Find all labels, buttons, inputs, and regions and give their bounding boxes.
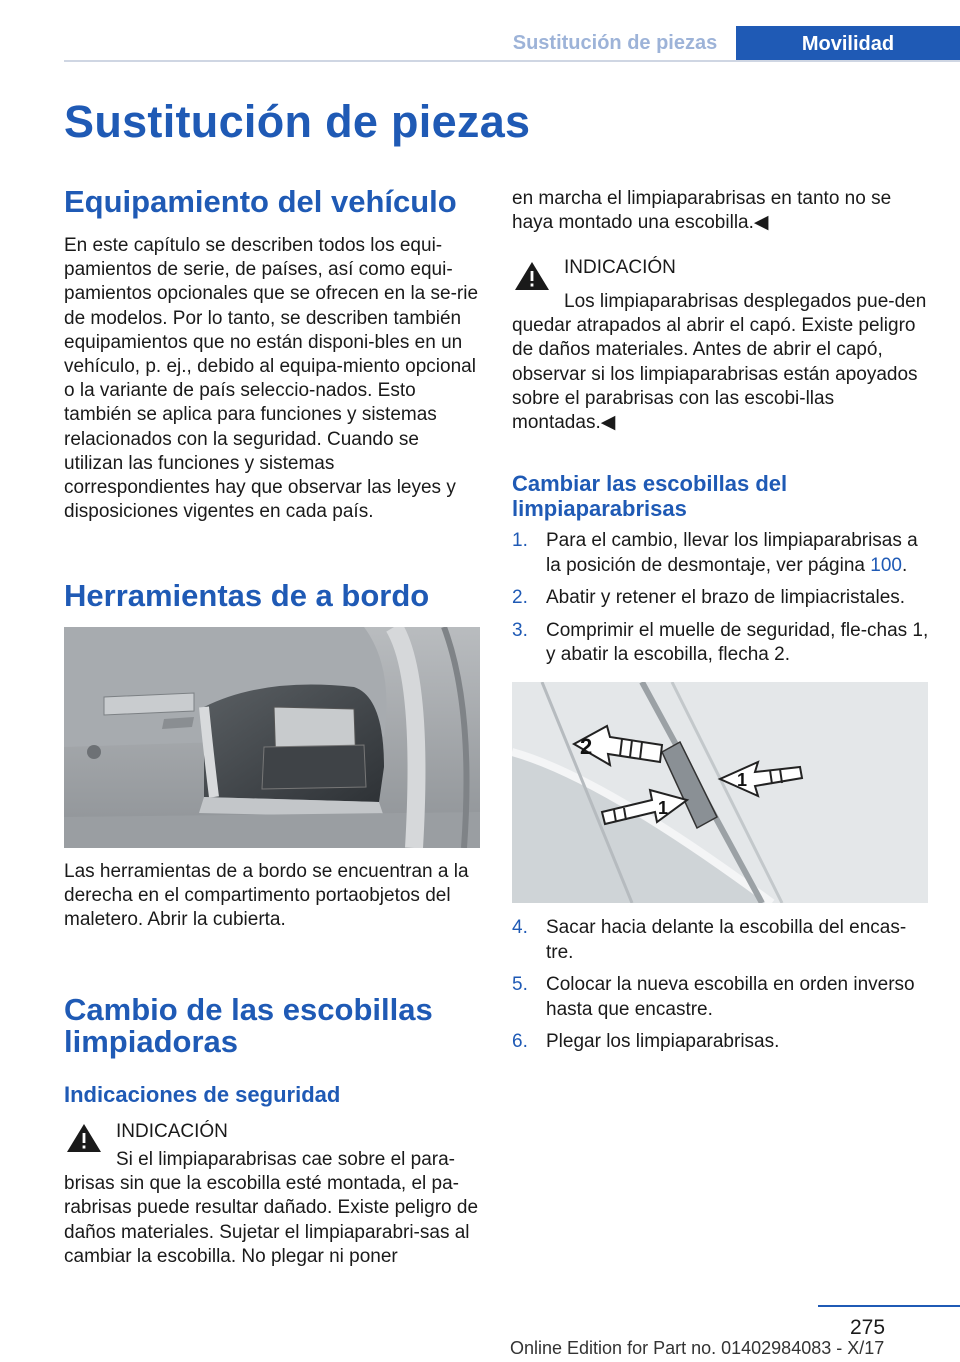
warning1-text: Si el limpiaparabrisas cae sobre el para-brisas sin que la escobilla esté montada, el pa-rabrisas puede resultar dañado. Existe peligro de daños materiales. Sujetar el limpiaparabri-sas al cambiar la escobilla. No plegar ni poner	[64, 1149, 479, 1267]
step-item	[512, 916, 932, 965]
page-number: 275	[850, 1316, 886, 1339]
step-number: 6.	[512, 1031, 528, 1052]
edition-note: Online Edition for Part no. 01402984083 - X/17	[510, 1338, 885, 1358]
tools-text: Las herramientas de a bordo se encuentran a la derecha en el compartimento portaobjetos del maletero. Abrir la cubierta.	[64, 861, 469, 931]
header-divider	[64, 60, 960, 62]
warning-triangle-icon	[512, 258, 552, 294]
step-text: Plegar los limpiaparabrisas.	[546, 1031, 780, 1052]
step-text: Para el cambio, llevar los limpiaparabrisas a la posición de desmontaje, ver página	[546, 530, 918, 576]
step-item	[512, 529, 932, 578]
tools-heading: Herramientas de a bordo	[64, 578, 430, 613]
warning2-title: INDICACIÓN	[564, 257, 676, 278]
arrow-label-one-right: 1	[737, 770, 748, 790]
arrow-label-one-left: 1	[658, 798, 669, 818]
step-item	[512, 973, 932, 1022]
step-item	[512, 619, 932, 668]
header-section-tab: Sustitución de piezas	[512, 32, 718, 54]
step-text: Colocar la nueva escobilla en orden inverso hasta que encastre.	[546, 974, 915, 1020]
change-heading: Cambiar las escobillas del limpiaparabrisas	[512, 471, 788, 521]
equip-heading: Equipamiento del vehículo	[64, 184, 457, 219]
steps-list-1	[512, 529, 932, 676]
step-number: 1.	[512, 530, 528, 551]
trunk-tools-figure	[64, 627, 480, 848]
wiper-heading: Cambio de las escobillas limpiadoras	[64, 992, 433, 1059]
step-number: 2.	[512, 587, 528, 608]
header-chapter-tab: Movilidad	[736, 26, 960, 62]
step-text: Comprimir el muelle de seguridad, fle-chas 1, y abatir la escobilla, flecha 2.	[546, 619, 929, 665]
page-link[interactable]: 100	[870, 554, 902, 576]
page-title: Sustitución de piezas	[64, 96, 531, 147]
wiper-blade-figure	[512, 682, 928, 903]
equip-text: En este capítulo se describen todos los equi-pamientos de serie, de países, así como equi-pamientos opcionales que se ofrecen en la se-rie de modelos. Por lo tanto, se describen también equipamientos que no están disponi-bles en un vehículo, p. ej., debido al equipa-miento opcional o la variante de país seleccio-nados. Esto también se aplica para funciones y sistemas relacionados con la seguridad. Cuando se utilizan las funciones y sistemas correspondientes hay que observar las leyes y disposiciones vigentes en cada país.	[64, 235, 479, 523]
step-number: 5.	[512, 974, 528, 995]
step-text: Abatir y retener el brazo de limpiacristales.	[546, 587, 906, 608]
warning2-text: Los limpiaparabrisas desplegados pue-den quedar atrapados al abrir el capó. Existe peligro de daños materiales. Antes de abrir el capó, observar si los limpiaparabrisas están apoyados sobre el parabrisas con las escobi-llas montadas.◀	[512, 291, 927, 434]
step-text-end: .	[901, 554, 908, 576]
safety-heading: Indicaciones de seguridad	[64, 1082, 341, 1107]
footer-divider	[818, 1305, 960, 1307]
step-item	[512, 1030, 932, 1055]
step-item	[512, 586, 932, 611]
warning1-title: INDICACIÓN	[116, 1121, 228, 1142]
arrow-label-two: 2	[580, 734, 593, 759]
warning1-continued: en marcha el limpiaparabrisas en tanto no se haya montado una escobilla.◀	[512, 188, 892, 234]
step-text: Sacar hacia delante la escobilla del encas-tre.	[546, 917, 907, 963]
steps-list-2	[512, 916, 932, 1063]
step-number: 4.	[512, 917, 528, 938]
step-number: 3.	[512, 619, 528, 641]
